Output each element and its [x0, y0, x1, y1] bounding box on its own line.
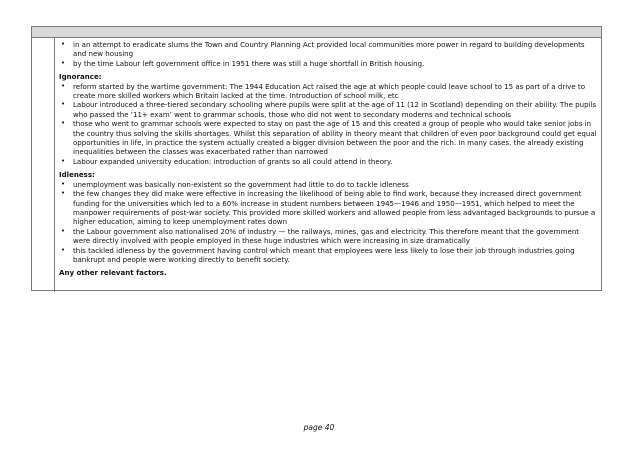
top-bullet-list [59, 40, 598, 68]
table-row [32, 38, 601, 292]
ignorance-list [59, 82, 598, 167]
idleness-heading: Idleness: [59, 170, 95, 180]
other-factors-note: Any other relevant factors. [59, 268, 167, 278]
list-item: • unemployment was basically non-existent so the government had little to do to tackle idleness [59, 180, 598, 189]
list-item: • Labour expanded university education: introduction of grants so all could attend in theory. [59, 157, 598, 166]
list-item: • those who went to grammar schools were expected to stay on past the age of 15 and this created a group of people who would take senior jobs in the country thus solving the skills shortages. Whilst this separation of ability in theory meant that children of even poor background could get equal opportunities in life, in practice the system actually created a bigger division between the poor and the rich. In many cases, the already existing inequalities between the classes was exacerbated rather than narrowed [59, 119, 598, 157]
idleness-list [59, 180, 598, 265]
list-item: • the few changes they did make were effective in increasing the likelihood of being able to find work, because they increased direct government funding for the universities which led to a 60% increase in student numbers between 1945—1946 and 1950—1951, which helped to meet the manpower requirements of post-war society. This provided more skilled workers and allowed people from less advantaged backgrounds to pursue a higher education, aiming to keep unemployment rates down [59, 189, 598, 227]
list-item: • the Labour government also nationalised 20% of industry — the railways, mines, gas and electricity. This therefore meant that the government were directly involved with people employed in these huge industries which were increasing in size dramatically [59, 227, 598, 246]
ignorance-heading: Ignorance: [59, 72, 102, 82]
table-left-column [32, 38, 55, 292]
table-header-band [32, 27, 601, 38]
list-item: • in an attempt to eradicate slums the Town and Country Planning Act provided local communities more power in regard to building developments and new housing [59, 40, 598, 59]
table-content-cell [55, 38, 601, 292]
list-item: • Labour introduced a three-tiered secondary schooling where pupils were split at the age of 11 (12 in Scotland) depending on their ability. The pupils who passed the ‘11+ exam’ went to grammar schools, those who did not went to secondary moderns and technical schools [59, 100, 598, 119]
content-table [31, 26, 602, 291]
page-number: page 40 [303, 423, 335, 432]
list-item: • this tackled idleness by the government having control which meant that employees were less likely to lose their job through industries going bankrupt and people were working directly to benefit society. [59, 246, 598, 265]
list-item: • reform started by the wartime government: The 1944 Education Act raised the age at which people could leave school to 15 as part of a drive to create more skilled workers which Britain lacked at the time. Introduction of school milk, etc [59, 82, 598, 101]
list-item: • by the time Labour left government office in 1951 there was still a huge shortfall in British housing. [59, 59, 598, 68]
